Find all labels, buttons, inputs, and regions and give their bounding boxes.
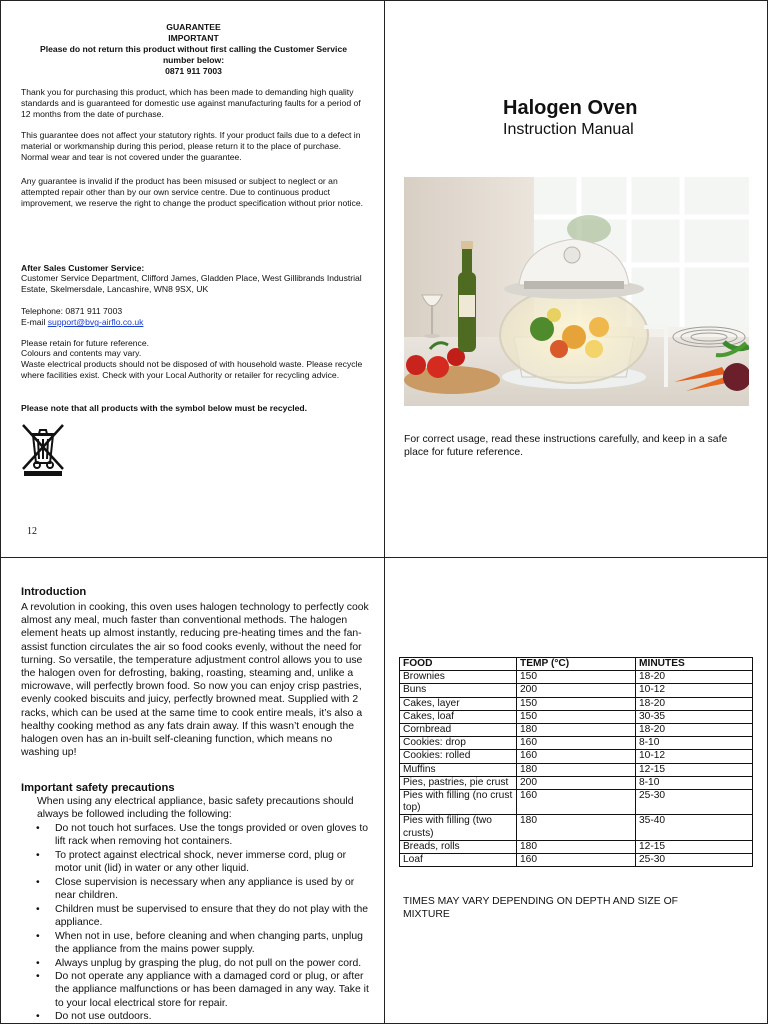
list-item: • Close supervision is necessary when any appliance is used by or near children.: [35, 876, 371, 902]
table-cell: 10-12: [636, 750, 753, 763]
table-row: [400, 671, 753, 684]
list-item: • Do not touch hot surfaces. Use the tongs provided or oven gloves to lift rack when removing hot containers.: [35, 822, 371, 848]
cooking-times-table: [399, 657, 753, 867]
times-note: TIMES MAY VARY DEPENDING ON DEPTH AND SIZE OF MIXTURE: [403, 896, 679, 920]
table-row: [400, 710, 753, 723]
table-cell: Pies, pastries, pie crust: [400, 776, 517, 789]
header-food: FOOD: [400, 658, 517, 671]
intro-body: A revolution in cooking, this oven uses halogen technology to perfectly cook almost any meal, much faster than conventional methods. The halogen element heats up almost instantly, reducing pre-heating times and the fan-assist function circulates the air so food cooks evenly, without the need for turning. So versatile, the temperature adjustment control allows you to use the halogen oven for defrosting, baking, roasting, steaming and, unlike a microwave, will perfectly brown food. So now you can enjoy crisp pastries, evenly cooked biscuits and juicy, perfectly browned meat. Supplied with 2 racks, which can be used at the same time to cook entire meals, it’s also a healthy cooking method as any fats drain away. If this wasn’t enough the halogen oven has an in-built self-cleaning function, which means no washing up!: [21, 602, 369, 759]
table-cell: Buns: [400, 684, 517, 697]
cooking-table-page: [384, 557, 768, 1024]
table-cell: 180: [517, 815, 636, 840]
list-item: • Children must be supervised to ensure that they do not play with the appliance.: [35, 903, 371, 929]
table-cell: Cookies: rolled: [400, 750, 517, 763]
table-cell: 18-20: [636, 697, 753, 710]
list-item: • Do not operate any appliance with a damaged cord or plug, or after the appliance malfunctions or has been damaged in any way. Take it to your local electrical store for repair.: [35, 970, 371, 1010]
table-row: [400, 737, 753, 750]
table-cell: 180: [517, 724, 636, 737]
table-cell: 150: [517, 710, 636, 723]
table-cell: 160: [517, 790, 636, 815]
email-link[interactable]: support@bvg-airflo.co.uk: [47, 317, 144, 327]
table-row: [400, 684, 753, 697]
retain-note: Please retain for future reference.: [21, 338, 150, 348]
service-heading: After Sales Customer Service:: [21, 263, 145, 273]
table-row: [400, 854, 753, 867]
table-cell: 150: [517, 671, 636, 684]
guarantee-heading: GUARANTEE IMPORTANT Please do not return this product without first calling the Customer Service number below: 0871 911 7003: [39, 22, 348, 76]
page-number: 12: [27, 526, 37, 537]
list-item: • To protect against electrical shock, never immerse cord, plug or motor unit (lid) in water or any other liquid.: [35, 849, 371, 875]
weee-bin-icon: [21, 421, 65, 477]
list-item: • When not in use, before cleaning and when changing parts, unplug the appliance from the mains power supply.: [35, 930, 371, 956]
table-row: [400, 815, 753, 840]
table-cell: 200: [517, 684, 636, 697]
table-cell: 160: [517, 750, 636, 763]
table-row: [400, 790, 753, 815]
halogen-oven-photo: [404, 177, 749, 406]
table-row: [400, 776, 753, 789]
safety-heading: Important safety precautions: [21, 782, 175, 794]
table-cell: 10-12: [636, 684, 753, 697]
guarantee-para-3: Any guarantee is invalid if the product has been misused or subject to neglect or an attempted repair other than by our own service centre. Due to continuous product improvement, we reserve the right to change the product specification without prior notice.: [21, 176, 364, 208]
cover-subtitle: Instruction Manual: [503, 121, 634, 138]
cover-title: Halogen Oven: [503, 97, 638, 119]
header-temp: TEMP (°C): [517, 658, 636, 671]
table-row: [400, 750, 753, 763]
cover-page: [384, 0, 768, 558]
table-cell: 35-40: [636, 815, 753, 840]
telephone: Telephone: 0871 911 7003: [21, 306, 123, 316]
table-cell: 160: [517, 737, 636, 750]
table-row: [400, 724, 753, 737]
table-cell: 200: [517, 776, 636, 789]
table-cell: 18-20: [636, 671, 753, 684]
cover-note: For correct usage, read these instructions carefully, and keep in a safe place for future reference.: [404, 434, 728, 458]
email-label: E-mail: [21, 317, 46, 327]
intro-heading: Introduction: [21, 586, 87, 598]
introduction-page: [0, 557, 385, 1024]
table-cell: 180: [517, 763, 636, 776]
guarantee-para-1: Thank you for purchasing this product, which has been made to demanding high quality standards and is guaranteed for domestic use against manufacturing faults for a period of 12 months from the date of purchase.: [21, 87, 361, 119]
table-cell: Muffins: [400, 763, 517, 776]
table-cell: 25-30: [636, 854, 753, 867]
table-cell: Cookies: drop: [400, 737, 517, 750]
table-row: [400, 697, 753, 710]
table-cell: 12-15: [636, 763, 753, 776]
table-header-row: [400, 658, 753, 671]
table-cell: 8-10: [636, 737, 753, 750]
table-cell: 12-15: [636, 840, 753, 853]
table-cell: 8-10: [636, 776, 753, 789]
list-item: • Do not use outdoors.: [35, 1010, 371, 1023]
safety-list: [35, 822, 371, 1024]
table-cell: 18-20: [636, 724, 753, 737]
header-minutes: MINUTES: [636, 658, 753, 671]
table-cell: Pies with filling (two crusts): [400, 815, 517, 840]
guarantee-para-2: This guarantee does not affect your statutory rights. If your product fails due to a defect in material or workmanship during this period, please return it to the place of purchase. Normal wear and tear is not covered under the guarantee.: [21, 130, 361, 162]
table-cell: Brownies: [400, 671, 517, 684]
table-cell: Cakes, layer: [400, 697, 517, 710]
waste-note: Waste electrical products should not be disposed of with household waste. Please recycle where facilities exist. Check with your Local Authority or retailer for recycling advice.: [21, 359, 363, 380]
recycle-note: Please note that all products with the symbol below must be recycled.: [21, 403, 308, 413]
table-row: [400, 840, 753, 853]
email-line: [21, 317, 371, 328]
table-cell: Pies with filling (no crust top): [400, 790, 517, 815]
table-cell: 180: [517, 840, 636, 853]
table-cell: Cakes, loaf: [400, 710, 517, 723]
list-item: • Always unplug by grasping the plug, do not pull on the power cord.: [35, 957, 371, 970]
table-row: [400, 763, 753, 776]
table-cell: 150: [517, 697, 636, 710]
table-cell: Loaf: [400, 854, 517, 867]
safety-intro: When using any electrical appliance, basic safety precautions should always be followed including the following:: [37, 796, 354, 821]
guarantee-page: [0, 0, 385, 558]
table-cell: Cornbread: [400, 724, 517, 737]
table-cell: 30-35: [636, 710, 753, 723]
colours-note: Colours and contents may vary.: [21, 348, 142, 358]
table-cell: 25-30: [636, 790, 753, 815]
service-address: Customer Service Department, Clifford James, Gladden Place, West Gillibrands Industrial Estate, Skelmersdale, Lancashire, WN8 9SX, UK: [21, 273, 362, 294]
table-cell: 160: [517, 854, 636, 867]
table-cell: Breads, rolls: [400, 840, 517, 853]
